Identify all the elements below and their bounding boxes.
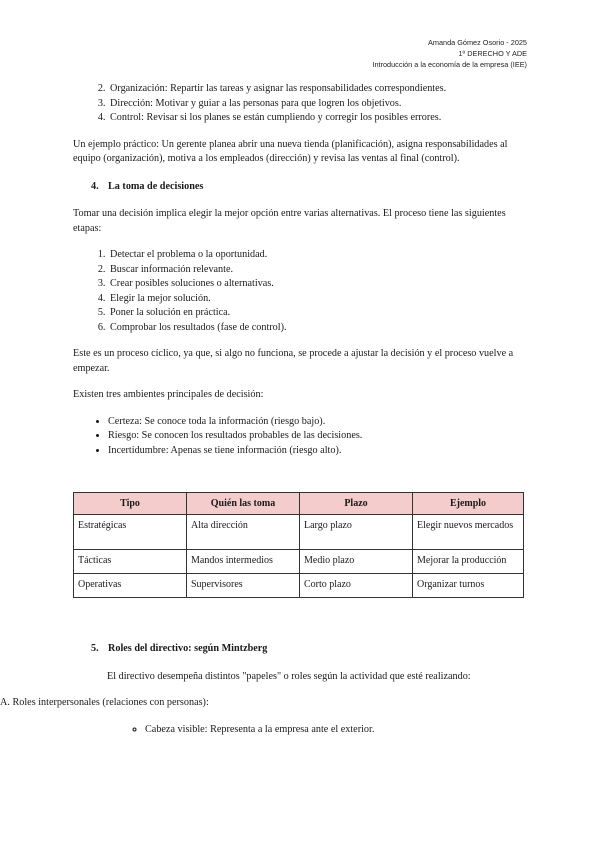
section-4-number: 4. — [91, 180, 99, 192]
section-4-heading — [73, 180, 527, 195]
table-cell: Alta dirección — [187, 515, 300, 550]
table-row — [74, 550, 524, 574]
list-item: 4. Elegir la mejor solución. — [108, 292, 527, 307]
section-5-heading — [73, 642, 527, 657]
table-header-cell: Plazo — [300, 493, 413, 515]
section-5-intro: El directivo desempeña distintos "papeles" o roles según la actividad que esté realizando: — [107, 670, 471, 682]
decision-steps-list — [73, 248, 527, 335]
table-cell: Mejorar la producción — [413, 550, 524, 574]
list-item: • Riesgo: Se conocen los resultados probables de las decisiones. — [108, 429, 527, 444]
list-item: 1. Detectar el problema o la oportunidad. — [108, 248, 527, 263]
table-cell: Organizar turnos — [413, 574, 524, 598]
example-paragraph: Un ejemplo práctico: Un gerente planea abrir una nueva tienda (planificación), asigna responsabilidades al equipo (organización), motiva a los empleados (dirección) y revisa las ventas al final (control). — [73, 138, 508, 164]
table-header-cell: Tipo — [74, 493, 187, 515]
list-item: 3. Dirección: Motivar y guiar a las personas para que logren los objetivos. — [108, 97, 527, 112]
list-item: 2. Organización: Repartir las tareas y asignar las responsabilidades correspondientes. — [108, 82, 527, 97]
table-cell: Supervisores — [187, 574, 300, 598]
environments-intro: Existen tres ambientes principales de decisión: — [73, 389, 264, 400]
list-item: • Incertidumbre: Apenas se tiene información (riesgo alto). — [108, 444, 527, 459]
list-item: 3. Crear posibles soluciones o alternativas. — [108, 277, 527, 292]
table-cell: Elegir nuevos mercados — [413, 515, 524, 550]
table-cell: Largo plazo — [300, 515, 413, 550]
list-item: 4. Control: Revisar si los planes se están cumpliendo y corregir los posibles errores. — [108, 111, 527, 126]
table-cell: Operativas — [74, 574, 187, 598]
list-item: 5. Poner la solución en práctica. — [108, 306, 527, 321]
section-5-number: 5. — [91, 643, 99, 654]
header-subject: Introducción a la economía de la empresa (IEE) — [372, 60, 527, 69]
table-cell: Corto plazo — [300, 574, 413, 598]
header-author: Amanda Gómez Osorio - 2025 — [428, 38, 527, 47]
list-item: 6. Comprobar los resultados (fase de control). — [108, 321, 527, 336]
planning-steps-list — [73, 82, 527, 126]
decision-types-table — [73, 492, 524, 598]
section-4-title: La toma de decisiones — [108, 180, 204, 192]
document-body — [0, 82, 527, 737]
table-cell: Medio plazo — [300, 550, 413, 574]
table-cell: Tácticas — [74, 550, 187, 574]
page-header — [372, 37, 527, 70]
table-row — [74, 515, 524, 550]
table-cell: Mandos intermedios — [187, 550, 300, 574]
table-header-cell: Quién las toma — [187, 493, 300, 515]
table-cell: Estratégicas — [74, 515, 187, 550]
table-row — [74, 574, 524, 598]
list-item: 2. Buscar información relevante. — [108, 263, 527, 278]
list-item: ◦ Cabeza visible: Representa a la empresa ante el exterior. — [145, 723, 527, 738]
roles-list — [73, 723, 527, 738]
table-header-cell: Ejemplo — [413, 493, 524, 515]
header-course: 1º DERECHO Y ADE — [458, 49, 527, 58]
interpersonal-roles-subheading: A. Roles interpersonales (relaciones con personas): — [0, 697, 209, 708]
cycle-paragraph: Este es un proceso cíclico, ya que, si algo no funciona, se procede a ajustar la decisión y el proceso vuelve a empezar. — [73, 348, 514, 374]
section-5-title: Roles del directivo: según Mintzberg — [108, 643, 268, 654]
section-4-intro: Tomar una decisión implica elegir la mejor opción entre varias alternativas. El proceso tiene las siguientes etapas: — [73, 208, 506, 234]
environments-list — [73, 415, 527, 459]
list-item: • Certeza: Se conoce toda la información (riesgo bajo). — [108, 415, 527, 430]
table-header-row — [74, 493, 524, 515]
